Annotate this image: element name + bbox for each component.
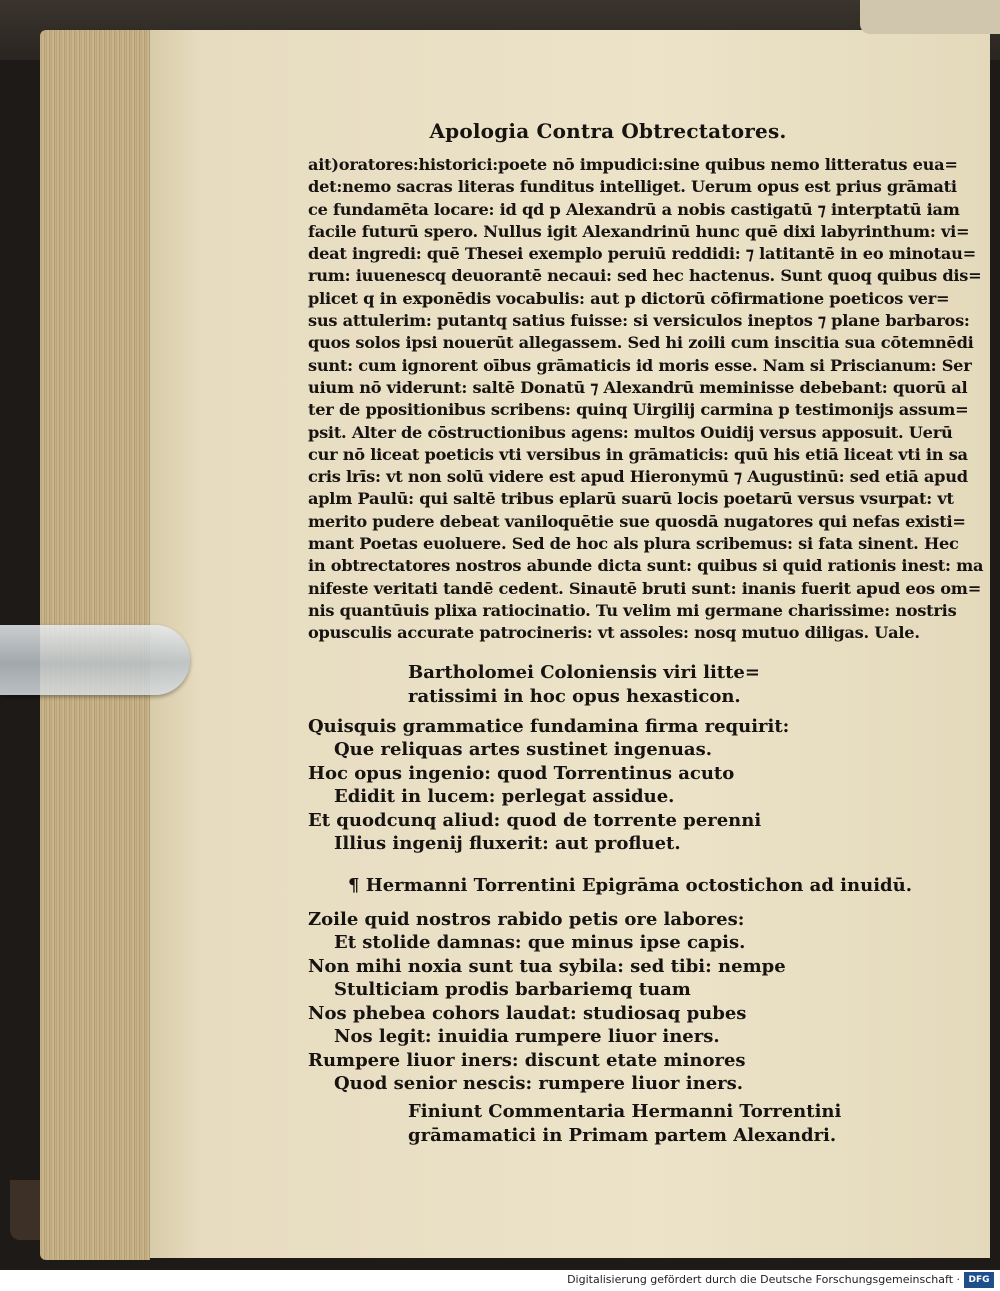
prose-line: det:nemo sacras literas funditus intelliget. Uerum opus est prius grāmati bbox=[308, 177, 957, 197]
page-corner bbox=[860, 0, 1000, 34]
colophon bbox=[308, 1100, 908, 1148]
octostichon-poem bbox=[308, 908, 908, 1096]
verse-line: Stulticiam prodis barbariemq tuam bbox=[334, 979, 691, 1001]
verse-line: Illius ingenij fluxerit: aut profluet. bbox=[334, 833, 681, 855]
hexasticon-poem bbox=[308, 715, 908, 856]
prose-line: cur nō liceat poeticis vti versibus in grāmaticis: quū his etiā liceat vti in sa bbox=[308, 444, 968, 464]
verse-line: Que reliquas artes sustinet ingenuas. bbox=[334, 739, 712, 761]
hexasticon-section bbox=[308, 661, 908, 856]
verse-line: Et stolide damnas: que minus ipse capis. bbox=[334, 932, 746, 954]
verse-line: Non mihi noxia sunt tua sybila: sed tibi: nempe bbox=[308, 955, 786, 977]
verse-line: Quod senior nescis: rumpere liuor iners. bbox=[334, 1073, 744, 1095]
prose-line: psit. Alter de cōstructionibus agens: multos Ouidij versus apposuit. Uerū bbox=[308, 422, 953, 442]
verse-line: Hoc opus ingenio: quod Torrentinus acuto bbox=[308, 762, 735, 784]
prose-line: nis quantūuis plixa ratiocinatio. Tu velim mi germane charissime: nostris bbox=[308, 600, 957, 620]
verse-line: Nos phebea cohors laudat: studiosaq pubes bbox=[308, 1002, 747, 1024]
prose-line: deat ingredi: quē Thesei exemplo peruiū reddidi: ⁊ latitantē in eo minotau= bbox=[308, 244, 976, 264]
footer-bar bbox=[0, 1270, 1000, 1291]
glass-page-weight bbox=[0, 625, 190, 695]
prose-line: plicet q in exponēdis vocabulis: aut p dictorū cōfirmatione poeticos ver= bbox=[308, 288, 950, 308]
verse-line: Nos legit: inuidia rumpere liuor iners. bbox=[334, 1026, 720, 1048]
page-text bbox=[308, 118, 984, 1148]
funding-credit: Digitalisierung gefördert durch die Deutsche Forschungsgemeinschaft · bbox=[567, 1273, 960, 1286]
prose-line: nifeste veritati tandē cedent. Sinautē bruti sunt: inanis fuerit apud eos om= bbox=[308, 578, 982, 598]
verse-line: Edidit in lucem: perlegat assidue. bbox=[334, 786, 675, 808]
prose-line: cris lrīs: vt non solū videre est apud Hieronymū ⁊ Augustinū: sed etiā apud bbox=[308, 467, 968, 487]
page-title: Apologia Contra Obtrectatores. bbox=[429, 119, 787, 143]
epigram-title: ¶ Hermanni Torrentini Epigrāma octostichon ad inuidū. bbox=[348, 874, 912, 896]
prose-line: mant Poetas euoluere. Sed de hoc als plura scribemus: si fata sinent. Hec bbox=[308, 534, 959, 554]
prose-line: facile futurū spero. Nullus igit Alexandrinū hunc quē dixi labyrinthum: vi= bbox=[308, 221, 970, 241]
prose-paragraph bbox=[308, 154, 984, 645]
prose-line: sunt: cum ignorent oībus grāmaticis id moris esse. Nam si Priscianum: Ser bbox=[308, 355, 972, 375]
dfg-logo: DFG bbox=[964, 1272, 994, 1288]
verse-line: Quisquis grammatice fundamina firma requirit: bbox=[308, 715, 790, 737]
prose-line: ce fundamēta locare: id qd p Alexandrū a nobis castigatū ⁊ interptatū iam bbox=[308, 199, 960, 219]
prose-line: aplm Paulū: qui saltē tribus eplarū suarū locis poetarū versus vsurpat: vt bbox=[308, 489, 954, 509]
prose-line: sus attulerim: putantq satius fuisse: si versiculos ineptos ⁊ plane barbaros: bbox=[308, 311, 970, 331]
prose-line: quos solos ipsi nouerūt allegassem. Sed hi zoili cum inscitia sua cōtemnēdi bbox=[308, 333, 974, 353]
hexasticon-title-line: ratissimi in hoc opus hexasticon. bbox=[408, 685, 741, 707]
hexasticon-title-line: Bartholomei Coloniensis viri litte= bbox=[408, 661, 760, 683]
prose-line: in obtrectatores nostros abunde dicta sunt: quibus si quid rationis inest: ma bbox=[308, 556, 984, 576]
colophon-line: Finiunt Commentaria Hermanni Torrentini bbox=[408, 1100, 842, 1122]
prose-line: ter de ppositionibus scribens: quinq Uirgilij carmina p testimonijs assum= bbox=[308, 400, 969, 420]
prose-line: opusculis accurate patrocineris: vt assoles: nosq mutuo diligas. Uale. bbox=[308, 623, 920, 643]
verse-line: Et quodcunq aliud: quod de torrente perenni bbox=[308, 809, 762, 831]
prose-line: rum: iuuenescq deuorantē necaui: sed hec hactenus. Sunt quoq quibus dis= bbox=[308, 266, 982, 286]
verse-line: Rumpere liuor iners: discunt etate minores bbox=[308, 1049, 746, 1071]
prose-line: merito pudere debeat vaniloquētie sue quosdā nugatores qui nefas existi= bbox=[308, 511, 966, 531]
prose-line: ait)oratores:historici:poete nō impudici:sine quibus nemo litteratus eua= bbox=[308, 155, 958, 174]
verse-line: Zoile quid nostros rabido petis ore labores: bbox=[308, 908, 745, 930]
colophon-line: grāmamatici in Primam partem Alexandri. bbox=[408, 1124, 837, 1146]
prose-line: uium nō viderunt: saltē Donatū ⁊ Alexandrū meminisse debebant: quorū al bbox=[308, 377, 968, 397]
hexasticon-title bbox=[308, 661, 908, 709]
